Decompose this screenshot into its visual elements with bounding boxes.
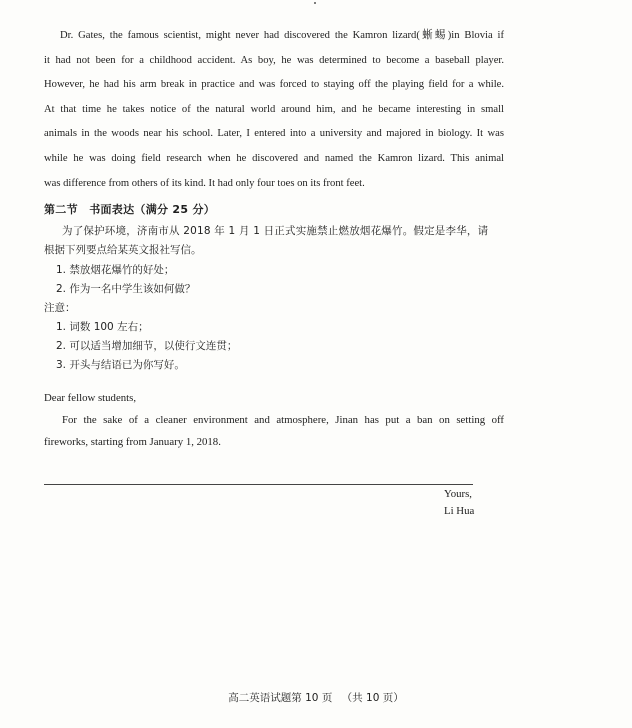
writing-prompt-line: 根据下列要点给某英文报社写信。 [44,244,202,256]
page-total: （共 10 页） [341,692,404,704]
letter-closing: Yours, [444,488,473,500]
writing-prompt-line: 为了保护环境，济南市从 2018 年 1 月 1 日正式实施禁止燃放烟花爆竹。假定是李华，请 [62,225,489,237]
page-footer [0,690,632,705]
answer-line [44,484,473,485]
stray-mark [314,2,316,4]
note-item: 3. 开头与结语已为你写好。 [56,359,185,371]
passage-line: was difference from others of its kind. It had only four toes on its front feet. [44,177,365,189]
passage-line: it had not been for a childhood accident. As boy, he was determined to become a baseball player. [44,54,504,66]
section-title: 第二节 书面表达（满分 25 分） [44,203,216,216]
letter-signature: Li Hua [444,505,475,517]
letter-greeting: Dear fellow students, [44,392,137,404]
proofreading-passage [44,24,504,196]
passage-line: Dr. Gates, the famous scientist, might never had discovered the Kamron lizard(蜥蜴)in Blovia if [60,30,504,41]
passage-line: At that time he takes notice of the natural world around him, and he became interesting in small [44,103,504,115]
key-point: 1. 禁放烟花爆竹的好处； [56,264,175,276]
letter-body-line: For the sake of a cleaner environment and atmosphere, Jinan has put a ban on setting off [62,414,504,426]
page-number: 高二英语试题第 10 页 [228,692,333,704]
passage-line: animals in the woods near his school. Later, I entered into a university and majored in biology. It was [44,128,504,140]
note-label: 注意： [44,302,76,314]
note-item: 1. 词数 100 左右； [56,321,149,333]
passage-line: However, he had his arm break in practice and was forced to staying off the playing field for a while. [44,79,504,91]
note-item: 2. 可以适当增加细节，以使行文连贯； [56,340,238,352]
key-point: 2. 作为一名中学生该如何做？ [56,283,196,295]
letter-body-line: fireworks, starting from January 1, 2018. [44,436,221,448]
passage-line: while he was doing field research when he discovered and named the Kamron lizard. This animal [44,152,504,164]
